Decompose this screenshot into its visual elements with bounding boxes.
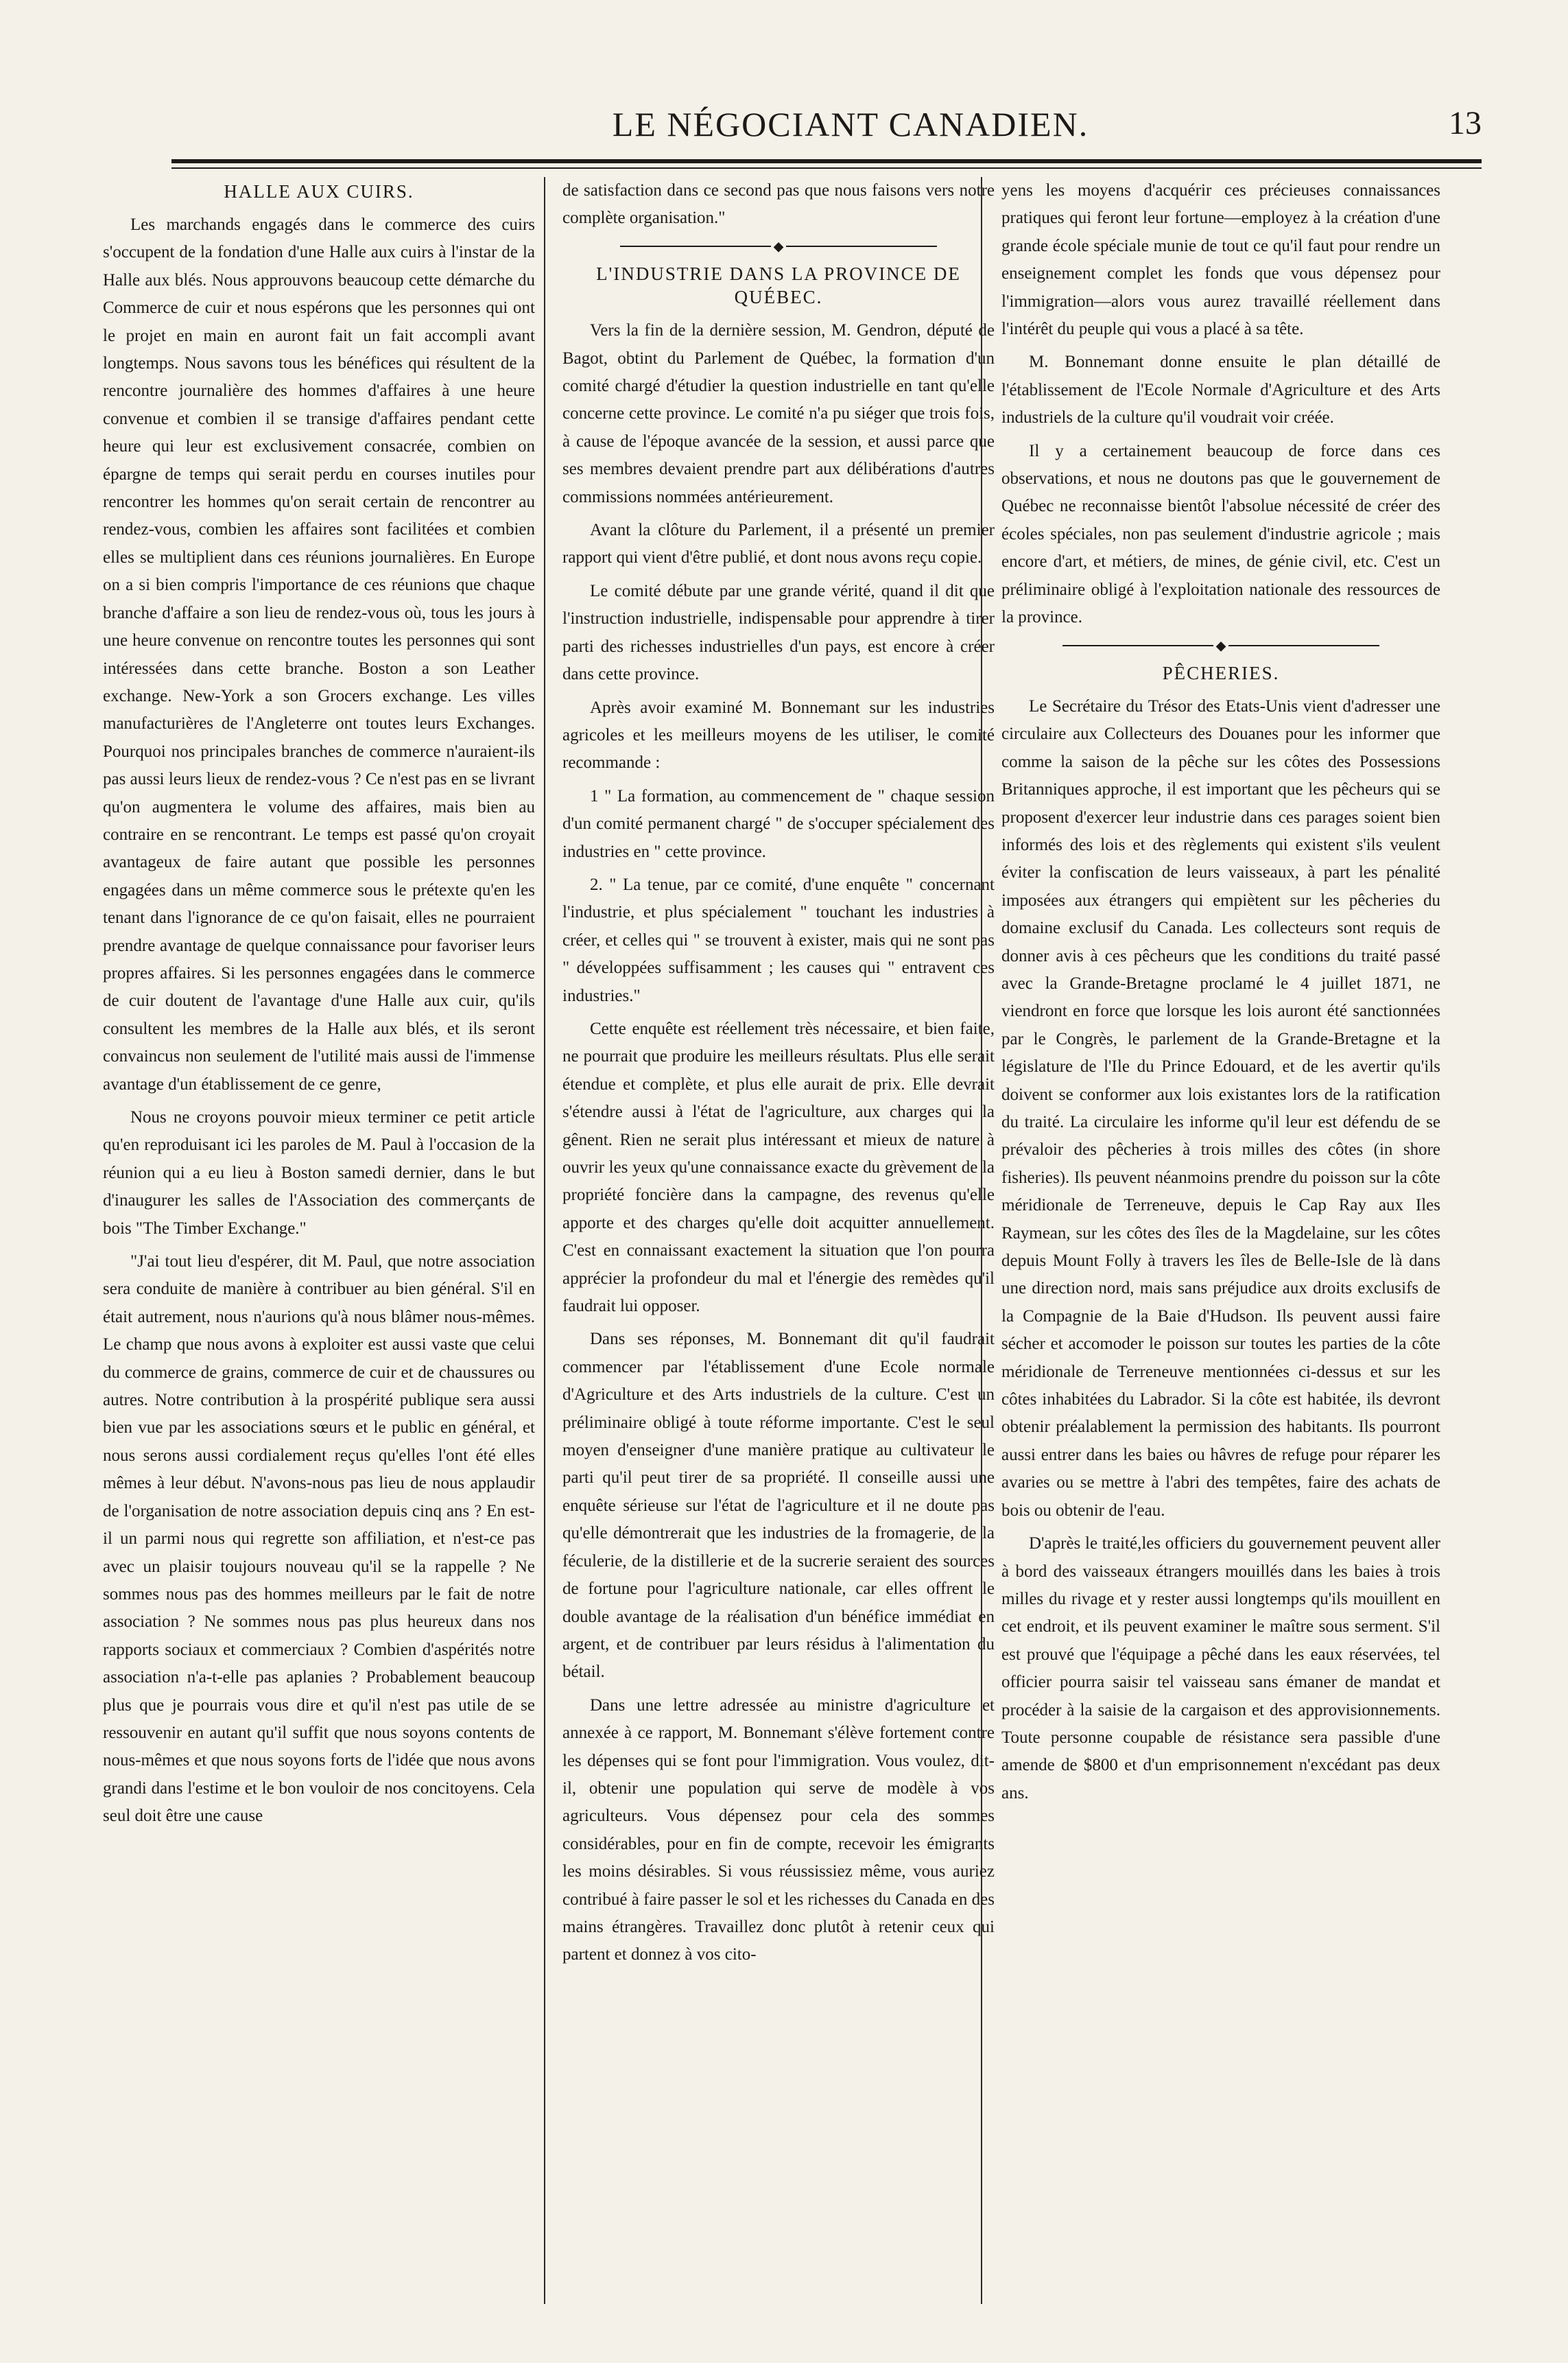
article-paragraph: Cette enquête est réellement très nécessaire, et bien faite, ne pourrait que produire les meilleurs résultats. Plus elle serait étendue et complète, et plus elle aurait de prix. Elle devrait s'étendre aussi à l'état de l'agriculture, aux charges qui la gênent. Rien ne serait plus intéressant et mieux de nature à ouvrir les yeux qu'une connaissance exacte du grèvement de la propriété foncière dans la campagne, des revenus qu'elle apporte et des charges qu'elle doit acquitter annuellement. C'est en connaissant exactement la situation que l'on pourra apprécier la profondeur du mal et l'énergie des remèdes qu'il faudrait lui opposer.: [562, 1019, 995, 1316]
article-paragraph: Nous ne croyons pouvoir mieux terminer ce petit article qu'en reproduisant ici les paroles de M. Paul à l'occasion de la réunion qui a eu lieu à Boston samedi dernier, dans le but d'inaugurer les salles de l'Association des commerçants de bois "The Timber Exchange.": [103, 1108, 535, 1238]
article-paragraph: Vers la fin de la dernière session, M. Gendron, député de Bagot, obtint du Parlement de Québec, la formation d'un comité chargé d'étudier la question industrielle en tant qu'elle concerne cette province. Le comité n'a pu siéger que trois fois, à cause de l'époque avancée de la session, et aussi parce que ses membres devaient prendre part aux délibérations d'autres commissions nommées antérieurement.: [562, 321, 995, 506]
section-divider: ◆: [1001, 642, 1440, 649]
article-paragraph: Le Secrétaire du Trésor des Etats-Unis vient d'adresser une circulaire aux Collecteurs des Douanes pour les informer que comme la saison de la pêche sur les côtes des Possessions Britanniques approche, il est important que les pêcheurs qui se proposent d'exercer leur industrie dans ces parages soient bien informés des lois et des règlements qui existent s'ils veulent éviter la confiscation de leurs vaisseaux, à part les pénalité imposées aux étrangers qui empiètent sur les pêcheries du domaine exclusif du Canada. Les collecteurs sont requis de donner avis à ces pêcheurs que les conditions du traité passé avec la Grande-Bretagne proclamé le 4 juillet 1871, ne viendront en force que lorsque les lois auront été sanctionnées par le Congrès, le parlement de la Grande-Bretagne et la législature de l'Ile du Prince Edouard, et de les avertir qu'ils doivent se conformer aux lois existantes lors de la ratification du traité. La circulaire les informe qu'il leur est défendu de se prévaloir des pêcheries à trois milles des côtes (in shore fisheries). Ils peuvent néanmoins prendre du poisson sur la côte méridionale de Terreneuve, depuis le Cap Ray aux Iles Raymean, sur les côtes des îles de la Magdelaine, sur les côtes depuis Mount Folly à travers les îles de Belle-Isle de là dans une direction nord, mais sans préjudice aux droits exclusifs de la Compagnie de la Baie d'Hudson. Ils peuvent aussi faire sécher et accomoder le poisson sur toutes les parties de la côte méridionale de Terreneuve mentionnées ci-dessus et sur les côtes inhabitées du Labrador. Si la côte est habitée, ils devront obtenir préalablement la permission des habitants. Ils pourront aussi entrer dans les baies ou hâvres de refuge pour réparer les avaries ou se mettre à l'abri des tempêtes, faire des achats de bois ou obtenir de l'eau.: [1001, 696, 1440, 1520]
article-paragraph: "J'ai tout lieu d'espérer, dit M. Paul, que notre association sera conduite de manière à contribuer au bien général. S'il en était autrement, nous n'aurions qu'à nous blâmer nous-mêmes. Le champ que nous avons à exploiter est aussi vaste que celui du commerce de grains, commerce de cuir et de chaussures ou autres. Notre contribution à la prospérité publique sera aussi bien vue par les associations sœurs et le public en général, et nous serons aussi cordialement reçus qu'elles l'ont été elles mêmes à leur début. N'avons-nous pas lieu de nous applaudir de l'organisation de notre association depuis cinq ans ? En est-il un parmi nous qui regrette son affiliation, et n'est-ce pas avec un plaisir toujours nouveau qu'il se la rappelle ? Ne sommes nous pas des hommes meilleurs par le fait de notre association ? Ne sommes nous pas plus heureux dans nos rapports sociaux et commerciaux ? Combien d'aspérités notre association n'a-t-elle pas aplanies ? Probablement beaucoup plus que je pourrais vous dire et qu'il n'est pas utile de se ressouvenir en autant qu'il suffit que nous soyons contents de nous-mêmes et que nous soyons forts de l'idée que nous avons grandi dans l'estime et le bon vouloir de nos concitoyens. Cela seul doit être une cause: [103, 1252, 535, 1826]
page-number: 13: [1449, 105, 1482, 141]
article-paragraph: Dans ses réponses, M. Bonnemant dit qu'il faudrait commencer par l'établissement d'une Ecole normale d'Agriculture et des Arts industriels de la culture. C'est un préliminaire obligé à toute réforme importante. C'est le seul moyen d'enseigner d'une manière pratique au cultivateur le parti qu'il peut tirer de sa propriété. Il conseille aussi une enquête sérieuse sur l'état de l'agriculture et il ne doute pas qu'elle démontrerait que les industries de la fromagerie, de la féculerie, de la distillerie et de la sucrerie seraient des sources de fortune pour l'agriculture nationale, car elles offrent le double avantage de la réalisation d'un bénéfice immédiat en argent, et de contribuer par leurs résidus à l'alimentation du bétail.: [562, 1330, 995, 1682]
column-3: [1001, 177, 1440, 1807]
article-paragraph: 1 " La formation, au commencement de " chaque session d'un comité permanent chargé " de s'occuper spécialement des industries en " cette province.: [562, 786, 995, 861]
section-divider: ◆: [562, 242, 995, 250]
article-headline-pecheries: PÊCHERIES.: [1162, 662, 1280, 683]
article-paragraph: Il y a certainement beaucoup de force dans ces observations, et nous ne doutons pas que le gouvernement de Québec ne reconnaisse bientôt l'absolue nécessité de créer des écoles spéciales, non pas seulement d'industrie agricole ; mais encore d'art, et métiers, de mines, de génie civil, etc. C'est un préliminaire obligé à l'exploitation nationale des ressources de la province.: [1001, 441, 1440, 627]
continued-paragraph: yens les moyens d'acquérir ces précieuses connaissances pratiques qui feront leur fortune—employez à la création d'une grande école spéciale munie de tout ce qu'il faut pour rendre un enseignement complet les fonds que vous dépensez pour l'immigration—alors vous aurez travaillé réellement dans l'intérêt du peuple qui vous a placé à sa tête.: [1001, 181, 1440, 339]
article-paragraph: M. Bonnemant donne ensuite le plan détaillé de l'établissement de l'Ecole Normale d'Agriculture et des Arts industriels de la culture qu'il voudrait voir créée.: [1001, 353, 1440, 427]
masthead-rule-thin: [171, 167, 1482, 169]
article-paragraph: Dans une lettre adressée au ministre d'agriculture et annexée à ce rapport, M. Bonnemant s'élève fortement contre les dépenses qui se font pour l'immigration. Vous voulez, dit-il, obtenir une population qui serve de modèle à vos agriculteurs. Vous dépensez pour cela des sommes considérables, pour en fin de compte, recevoir les émigrants les moins désirables. Si vous réussissiez même, vous auriez contribué à faire passer le sol et les richesses du Canada en des mains étrangères. Travaillez donc plutôt à retenir ceux qui partent et donnez à vos cito-: [562, 1695, 995, 1964]
article-paragraph: 2. " La tenue, par ce comité, d'une enquête " concernant l'industrie, et plus spécialement " touchant les industries à créer, et celles qui " se trouvent à exister, mais qui ne sont pas " développées suffisamment ; les causes qui " entravent ces industries.": [562, 875, 995, 1005]
column-2: [562, 177, 995, 1969]
article-paragraph: D'après le traité,les officiers du gouvernement peuvent aller à bord des vaisseaux étrangers mouillés dans les baies à trois milles du rivage et y rester aussi longtemps qu'ils mouillent en cet endroit, et ils peuvent examiner le maître sous serment. S'il est prouvé que l'équipage a pêché dans les eaux réservées, tel officier pourra saisir tel vaisseau sans émaner de mandat et procéder à la saisie de la cargaison et des approvisionnements. Toute personne coupable de résistance sera passible d'une amende de $800 et d'un emprisonnement n'excédant pas deux ans.: [1001, 1534, 1440, 1802]
column-1: [103, 177, 535, 1831]
article-paragraph: Les marchands engagés dans le commerce des cuirs s'occupent de la fondation d'une Halle aux cuirs à l'instar de la Halle aux blés. Nous approuvons beaucoup cette démarche du Commerce de cuir et nous espérons que les personnes qui ont le projet en main en auront fait un fait accompli avant longtemps. Nous savons tous les bénéfices qui résultent de la rencontre journalière des hommes d'affaires à une heure convenue et combien il se transige d'affaires pendant cette heure qui leur est exclusivement consacrée, combien on épargne de temps qui serait perdu en courses inutiles pour rencontrer les hommes qu'on serait certain de rencontrer au rendez-vous, combien les affaires sont facilitées et combien elles se multiplient dans ces réunions journalières. En Europe on a si bien compris l'importance de ces réunions que chaque branche d'affaire a son lieu de rendez-vous où, tous les jours à une heure convenue on rencontre toutes les personnes qui sont intéressées dans cette branche. Boston a son Leather exchange. New-York a son Grocers exchange. Les villes manufacturières de l'Angleterre ont toutes leurs Exchanges. Pourquoi nos principales branches de commerce n'auraient-ils pas aussi leurs lieux de rendez-vous ? Ce n'est pas en se livrant qu'on augmentera le volume des affaires, mais bien au contraire en se rencontrant. Le temps est passé qu'on croyait avantageux de faire autant que possible les personnes engagées dans un même commerce sous le prétexte qu'en les tenant dans l'ignorance de ce qu'on faisait, elles ne pourraient prendre avantage de quelque connaissance pour favoriser leurs propres affaires. Si les personnes engagées dans le commerce de cuir doutent de l'avantage d'une Halle aux cuir, qu'ils consultent les membres de la Halle aux blés, et ils seront convaincus non seulement de l'utilité mais aussi de l'immense avantage d'un établissement de ce genre,: [103, 215, 535, 1094]
article-paragraph: Après avoir examiné M. Bonnemant sur les industries agricoles et les meilleurs moyens de les utiliser, le comité recommande :: [562, 698, 995, 773]
article-headline-industrie: L'INDUSTRIE DANS LA PROVINCE DE QUÉBEC.: [596, 263, 961, 308]
masthead-rule-thick: [171, 159, 1482, 163]
masthead: [171, 103, 1482, 158]
continued-paragraph: de satisfaction dans ce second pas que nous faisons vers notre complète organisation.": [562, 181, 995, 228]
article-paragraph: Avant la clôture du Parlement, il a présenté un premier rapport qui vient d'être publié, et dont nous avons reçu copie.: [562, 521, 995, 567]
newspaper-title: LE NÉGOCIANT CANADIEN.: [612, 105, 1089, 143]
article-headline-halle-aux-cuirs: HALLE AUX CUIRS.: [224, 181, 414, 202]
column-separator: [544, 177, 545, 2304]
article-paragraph: Le comité débute par une grande vérité, quand il dit que l'instruction industrielle, indispensable pour apprendre à tirer parti des richesses industrielles d'un pays, est encore à créer dans cette province.: [562, 581, 995, 684]
